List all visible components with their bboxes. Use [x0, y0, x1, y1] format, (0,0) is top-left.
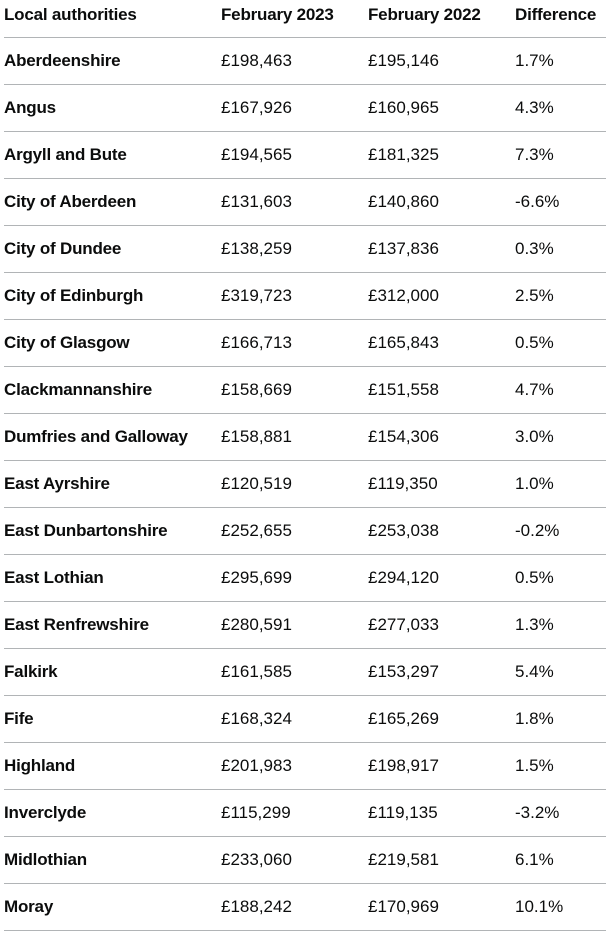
authority-name: City of Edinburgh	[4, 272, 221, 319]
price-feb-2022: £154,306	[368, 413, 515, 460]
table-row	[4, 789, 606, 836]
table-row	[4, 84, 606, 131]
difference: 4.3%	[515, 84, 606, 131]
difference: 1.5%	[515, 742, 606, 789]
house-prices-table	[4, 0, 606, 931]
price-feb-2023: £188,242	[221, 883, 368, 930]
authority-name: East Lothian	[4, 554, 221, 601]
authority-name: Argyll and Bute	[4, 131, 221, 178]
price-feb-2023: £167,926	[221, 84, 368, 131]
table-row	[4, 507, 606, 554]
price-feb-2022: £312,000	[368, 272, 515, 319]
authority-name: Fife	[4, 695, 221, 742]
table-row	[4, 883, 606, 930]
authority-name: East Renfrewshire	[4, 601, 221, 648]
table-row	[4, 413, 606, 460]
price-feb-2023: £158,669	[221, 366, 368, 413]
authority-name: Clackmannanshire	[4, 366, 221, 413]
price-feb-2022: £277,033	[368, 601, 515, 648]
table-row	[4, 460, 606, 507]
price-feb-2022: £170,969	[368, 883, 515, 930]
table-row	[4, 554, 606, 601]
difference: 1.7%	[515, 37, 606, 84]
difference: 0.5%	[515, 319, 606, 366]
price-feb-2023: £161,585	[221, 648, 368, 695]
difference: 1.8%	[515, 695, 606, 742]
table-row	[4, 695, 606, 742]
price-feb-2023: £138,259	[221, 225, 368, 272]
price-feb-2023: £168,324	[221, 695, 368, 742]
header-february-2023: February 2023	[221, 0, 368, 37]
authority-name: City of Dundee	[4, 225, 221, 272]
table-row	[4, 601, 606, 648]
price-feb-2022: £198,917	[368, 742, 515, 789]
authority-name: East Dunbartonshire	[4, 507, 221, 554]
table-row	[4, 648, 606, 695]
authority-name: Moray	[4, 883, 221, 930]
price-feb-2022: £160,965	[368, 84, 515, 131]
difference: 4.7%	[515, 366, 606, 413]
header-difference: Difference	[515, 0, 606, 37]
price-feb-2022: £153,297	[368, 648, 515, 695]
authority-name: City of Glasgow	[4, 319, 221, 366]
difference: 7.3%	[515, 131, 606, 178]
difference: 2.5%	[515, 272, 606, 319]
authority-name: Inverclyde	[4, 789, 221, 836]
price-feb-2022: £137,836	[368, 225, 515, 272]
difference: 6.1%	[515, 836, 606, 883]
price-feb-2023: £252,655	[221, 507, 368, 554]
price-feb-2022: £253,038	[368, 507, 515, 554]
header-row	[4, 0, 606, 37]
price-feb-2022: £119,135	[368, 789, 515, 836]
price-feb-2022: £151,558	[368, 366, 515, 413]
price-feb-2023: £198,463	[221, 37, 368, 84]
price-feb-2023: £158,881	[221, 413, 368, 460]
price-feb-2022: £140,860	[368, 178, 515, 225]
authority-name: Angus	[4, 84, 221, 131]
price-feb-2022: £165,269	[368, 695, 515, 742]
difference: 5.4%	[515, 648, 606, 695]
price-feb-2023: £194,565	[221, 131, 368, 178]
price-feb-2023: £233,060	[221, 836, 368, 883]
authority-name: Aberdeenshire	[4, 37, 221, 84]
table-row	[4, 836, 606, 883]
authority-name: East Ayrshire	[4, 460, 221, 507]
price-feb-2022: £294,120	[368, 554, 515, 601]
difference: 3.0%	[515, 413, 606, 460]
table-row	[4, 742, 606, 789]
table-row	[4, 37, 606, 84]
difference: -0.2%	[515, 507, 606, 554]
price-feb-2023: £131,603	[221, 178, 368, 225]
header-february-2022: February 2022	[368, 0, 515, 37]
table-row	[4, 272, 606, 319]
table-row	[4, 131, 606, 178]
difference: 10.1%	[515, 883, 606, 930]
price-feb-2022: £119,350	[368, 460, 515, 507]
authority-name: Falkirk	[4, 648, 221, 695]
table-row	[4, 225, 606, 272]
table-header	[4, 0, 606, 37]
authority-name: City of Aberdeen	[4, 178, 221, 225]
price-feb-2022: £195,146	[368, 37, 515, 84]
price-feb-2022: £219,581	[368, 836, 515, 883]
price-feb-2023: £166,713	[221, 319, 368, 366]
difference: 1.0%	[515, 460, 606, 507]
authority-name: Midlothian	[4, 836, 221, 883]
price-feb-2022: £165,843	[368, 319, 515, 366]
table-row	[4, 366, 606, 413]
price-feb-2022: £181,325	[368, 131, 515, 178]
header-local-authorities: Local authorities	[4, 0, 221, 37]
price-feb-2023: £319,723	[221, 272, 368, 319]
difference: 1.3%	[515, 601, 606, 648]
price-feb-2023: £295,699	[221, 554, 368, 601]
authority-name: Highland	[4, 742, 221, 789]
difference: -6.6%	[515, 178, 606, 225]
table-row	[4, 319, 606, 366]
price-feb-2023: £115,299	[221, 789, 368, 836]
difference: 0.3%	[515, 225, 606, 272]
difference: -3.2%	[515, 789, 606, 836]
price-feb-2023: £280,591	[221, 601, 368, 648]
price-feb-2023: £120,519	[221, 460, 368, 507]
difference: 0.5%	[515, 554, 606, 601]
price-feb-2023: £201,983	[221, 742, 368, 789]
authority-name: Dumfries and Galloway	[4, 413, 221, 460]
table-body	[4, 37, 606, 930]
table-row	[4, 178, 606, 225]
